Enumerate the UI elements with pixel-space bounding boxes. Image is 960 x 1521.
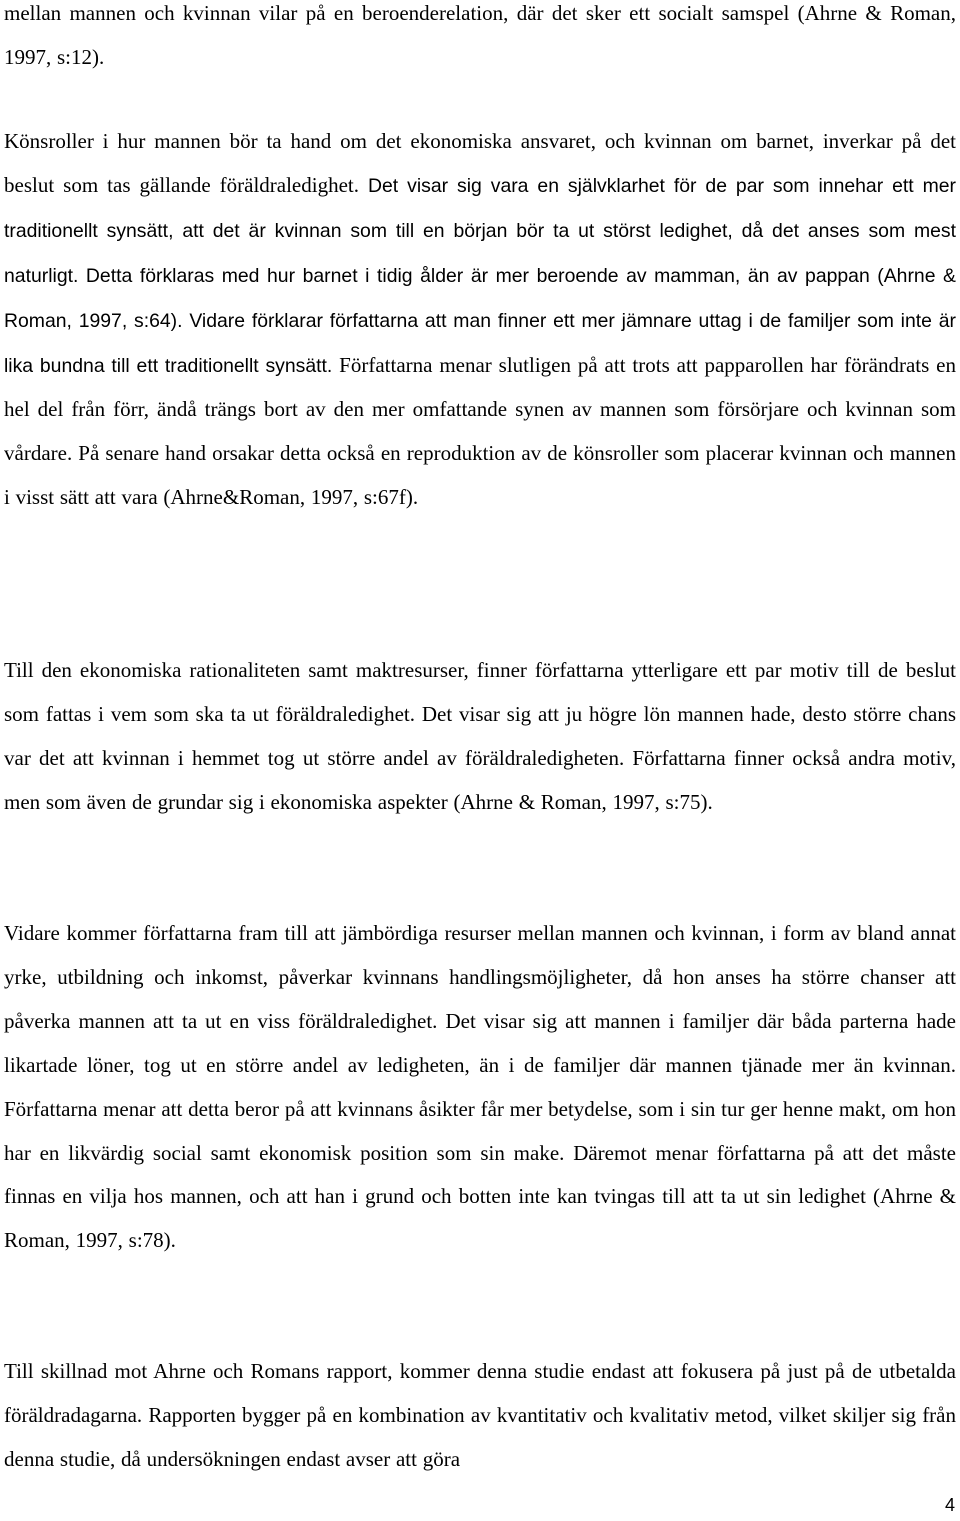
paragraph-2 — [4, 120, 956, 520]
paragraph-4 — [4, 912, 956, 1263]
paragraph-1 — [4, 0, 956, 80]
paragraph-1-segment-1: mellan mannen och kvinnan vilar på en beroenderelation, där det sker ett socialt samspel (Ahrne & Roman, 1997, s:12). — [4, 1, 956, 69]
page-number: 4 — [944, 1495, 955, 1515]
paragraph-3 — [4, 649, 956, 825]
paragraph-5 — [4, 1350, 956, 1482]
paragraph-5-segment-1: Till skillnad mot Ahrne och Romans rapport, kommer denna studie endast att fokusera på just på de utbetalda föräldradagarna. Rapporten bygger på en kombination av kvantitativ och kvalitativ metod, vilket skiljer sig från denna studie, då undersökningen endast avser att göra — [4, 1359, 956, 1471]
paragraph-2-segment-2: Det visar sig vara en självklarhet för de par som innehar ett mer traditionellt synsätt, att det är kvinnan som till en början bör ta ut störst ledighet, då det anses som mest naturligt. Detta förklaras med hur barnet i tidig ålder är mer beroende av mamman, än av pappan (Ahrne & Roman, 1997, s:64). Vidare förklarar författarna att man finner ett mer jämnare uttag i de familjer som inte är lika bundna till ett traditionellt synsätt. — [4, 174, 956, 377]
paragraph-2-segment-3: Författarna menar slutligen på att trots att papparollen har förändrats en hel del från förr, ändå trängs bort av den mer omfattande synen av mannen som försörjare och kvinnan som vårdare. På senare hand orsakar detta också en reproduktion av de könsroller som placerar kvinnan och mannen i visst sätt att vara (Ahrne&Roman, 1997, s:67f). — [4, 352, 956, 510]
paragraph-4-segment-1: Vidare kommer författarna fram till att jämbördiga resurser mellan mannen och kvinnan, i form av bland annat yrke, utbildning och inkomst, påverkar kvinnans handlingsmöjligheter, då hon anses ha större chanser att påverka mannen att ta ut en viss föräldraledighet. Det visar sig att mannen i familjer där båda parterna hade likartade löner, tog ut en större andel av ledigheten, än i de familjer där mannen tjänade mer än kvinnan. Författarna menar att detta beror på att kvinnans åsikter får mer betydelse, som i sin tur ger henne makt, om hon har en likvärdig social samt ekonomisk position som sin make. Däremot menar författarna på att det måste finnas en vilja hos mannen, och att han i grund och botten inte kan tvingas till att ta ut sin ledighet (Ahrne & Roman, 1997, s:78). — [4, 921, 956, 1253]
paragraph-3-segment-1: Till den ekonomiska rationaliteten samt maktresurser, finner författarna ytterligare ett par motiv till de beslut som fattas i vem som ska ta ut föräldraledighet. Det visar sig att ju högre lön mannen hade, desto större chans var det att kvinnan i hemmet tog ut större andel av föräldraledigheten. Författarna finner också andra motiv, men som även de grundar sig i ekonomiska aspekter (Ahrne & Roman, 1997, s:75). — [4, 658, 956, 814]
paragraph-2-segment-1: Könsroller i hur mannen bör ta hand om det ekonomiska ansvaret, och kvinnan om barnet, inverkar på det beslut som tas gällande föräldraledighet. — [4, 129, 956, 197]
